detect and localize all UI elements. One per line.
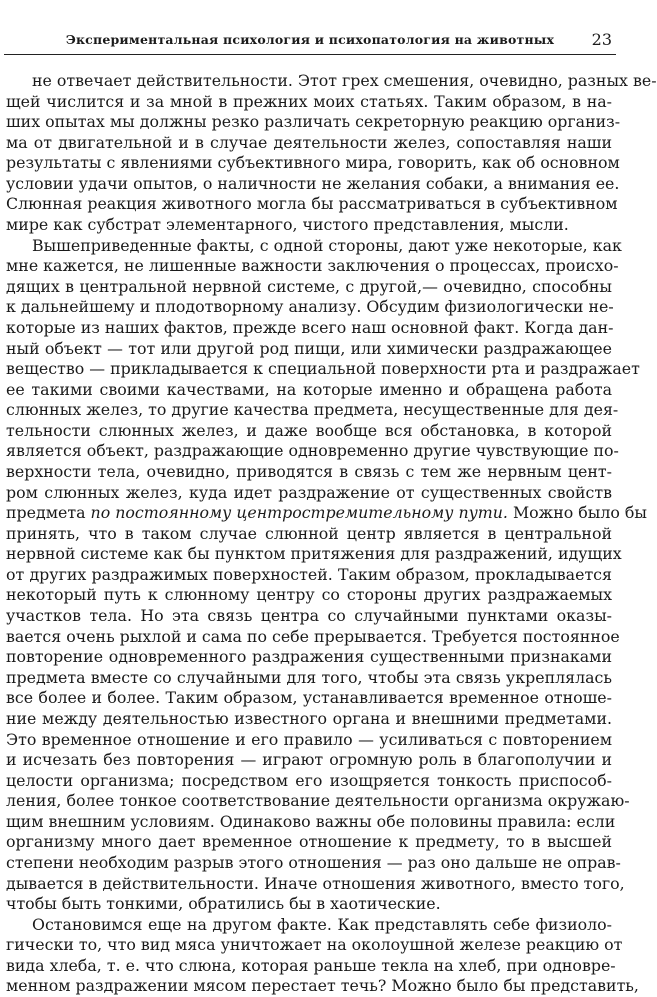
text-line: [6, 503, 647, 524]
text-run: является объект, раздражающие одновременно другие чувствующие по-: [6, 441, 619, 461]
text-run: Остановимся еще на другом факте. Как представлять себе физиоло-: [32, 914, 612, 934]
text-run: целости организма; посредством его изощряется тонкость приспособ-: [6, 770, 612, 790]
text-line: [6, 92, 612, 113]
text-line: [6, 400, 619, 421]
text-line: [6, 441, 619, 462]
text-run: участков тела. Но эта связь центра со случайными пунктами оказы-: [6, 606, 612, 626]
text-line: [6, 730, 612, 751]
text-run: не отвечает действительности. Этот грех смешения, очевидно, разных ве-: [32, 71, 657, 90]
text-line: [6, 894, 612, 915]
text-run: ние между деятельностью известного органа и внешними предметами.: [6, 708, 612, 728]
text-run: ром слюнных желез, куда идет раздражение от существенных свойств: [6, 482, 612, 502]
text-run: вается очень рыхлой и сама по себе прерывается. Требуется постоянное: [6, 626, 620, 646]
text-line: [6, 380, 612, 401]
text-line: [6, 750, 612, 771]
running-header-title: Экспериментальная психология и психопатология на животных: [65, 32, 555, 47]
text-run: Вышеприведенные факты, с одной стороны, дают уже некоторые, как: [32, 235, 622, 255]
text-line: [6, 873, 625, 895]
text-run: Можно было бы: [507, 503, 647, 523]
text-run: к дальнейшему и плодотворному анализу. Обсудим физиологически не-: [6, 297, 614, 317]
text-run: результаты с явлениями субъективного мира, говорить, как об основном: [6, 153, 620, 173]
text-line: [6, 339, 612, 360]
page-number: 23: [591, 30, 612, 49]
text-line: [6, 153, 620, 174]
paragraph: [6, 235, 647, 915]
text-run: от других раздражимых поверхностей. Таким образом, прокладывается: [6, 564, 612, 584]
text-line: [6, 647, 612, 668]
text-run: Это временное отношение и его правило — усиливаться с повторением: [6, 729, 612, 749]
text-run: чтобы быть тонкими, обратились бы в хаотические.: [6, 894, 441, 914]
text-line: [6, 524, 612, 545]
text-line: [6, 462, 612, 483]
text-run: ления, более тонкое соответствование деятельности организма окружаю-: [6, 791, 630, 811]
text-line: [6, 297, 612, 318]
text-line: [6, 771, 612, 792]
text-line: [6, 256, 619, 277]
text-line: [6, 277, 612, 298]
text-line: [6, 811, 616, 833]
text-line: [6, 112, 621, 133]
text-run: организму много дает временное отношение к предмету, то в высшей: [6, 832, 612, 852]
text-line: [6, 173, 620, 195]
text-run: мире как субстрат элементарного, чистого представления, мысли.: [6, 215, 569, 235]
text-line: [6, 709, 612, 730]
body-text: [6, 71, 657, 997]
text-run: принять, что в таком случае слюнной центр является в центральной: [6, 523, 612, 543]
text-run: ма от двигательной и в случае деятельности желез, сопоставляя наши: [6, 132, 612, 152]
text-run: условии удачи опытов, о наличности не желания собаки, а внимания ее.: [6, 173, 620, 193]
text-run: и исчезать без повторения — играют огромную роль в благополучии и: [6, 750, 612, 770]
text-line: [6, 359, 640, 380]
text-line: [6, 71, 657, 92]
text-run: мне кажется, не лишенные важности заключения о процессах, происхо-: [6, 256, 619, 276]
text-run: которые из наших фактов, прежде всего наш основной факт. Когда дан-: [6, 317, 614, 337]
text-line: [6, 544, 622, 565]
text-line: [6, 606, 612, 627]
text-line: [6, 194, 618, 215]
text-run: ный объект — тот или другой род пищи, или химически раздражающее: [6, 338, 612, 358]
text-run: верхности тела, очевидно, приводятся в связь с тем же нервным цент-: [6, 461, 612, 481]
text-run: степени необходим разрыв этого отношения — раз оно дальше не оправ-: [6, 852, 621, 872]
text-run: ших опытах мы должны резко различать секреторную реакцию организ-: [6, 112, 621, 132]
paragraph: [6, 914, 639, 997]
text-line: [6, 976, 639, 997]
text-line: [6, 668, 612, 689]
text-run: щим внешним условиям. Одинаково важны обе половины правила: если: [6, 811, 616, 831]
text-run: предмета: [6, 503, 91, 523]
text-run: повторение одновременного раздражения существенными признаками: [6, 647, 612, 667]
text-line: [6, 235, 622, 257]
text-line: [6, 585, 612, 606]
text-line: [6, 626, 620, 648]
text-line: [6, 421, 612, 442]
header-rule: [4, 54, 616, 55]
text-run: гически то, что вид мяса уничтожает на околоушной железе реакцию от: [6, 935, 623, 955]
text-run: Слюнная реакция животного могла бы рассматриваться в субъективном: [6, 194, 618, 214]
running-header: [4, 32, 616, 50]
text-run: ее такими своими качествами, на которые именно и обращена работа: [6, 379, 612, 399]
text-line: [6, 565, 612, 586]
text-run: все более и более. Таким образом, устанавливается временное отноше-: [6, 688, 612, 708]
paragraph: [6, 71, 657, 236]
text-run: тельности слюнных желез, и даже вообще вся обстановка, в которой: [6, 420, 612, 440]
text-line: [6, 133, 612, 154]
text-run: вещество — прикладывается к специальной поверхности рта и раздражает: [6, 359, 640, 379]
text-line: [6, 483, 612, 504]
text-run: предмета вместе со случайными для того, чтобы эта связь укреплялась: [6, 667, 612, 687]
text-line: [6, 688, 612, 709]
text-line: [6, 215, 612, 236]
text-run: менном раздражении мясом перестает течь? Можно было бы представить,: [6, 976, 639, 996]
text-run: дящих в центральной нервной системе, с другой,— очевидно, способны: [6, 276, 612, 296]
emphasized-text: по постоянному центростремительному пути.: [90, 503, 508, 523]
text-line: [6, 791, 630, 812]
text-line: [6, 915, 612, 936]
text-line: [6, 832, 612, 853]
text-run: слюнных желез, то другие качества предмета, несущественные для дея-: [6, 400, 619, 420]
text-run: щей числится и за мной в прежних моих статьях. Таким образом, в на-: [6, 91, 612, 111]
text-run: дывается в действительности. Иначе отношения животного, вместо того,: [6, 873, 625, 893]
text-line: [6, 318, 612, 339]
text-run: нервной системе как бы пунктом притяжения для раздражений, идущих: [6, 544, 622, 564]
text-line: [6, 955, 616, 977]
text-run: некоторый путь к слюнному центру со стороны других раздражаемых: [6, 585, 612, 605]
text-line: [6, 935, 623, 956]
text-line: [6, 852, 621, 874]
text-run: вида хлеба, т. е. что слюна, которая раньше текла на хлеб, при одновре-: [6, 955, 616, 975]
